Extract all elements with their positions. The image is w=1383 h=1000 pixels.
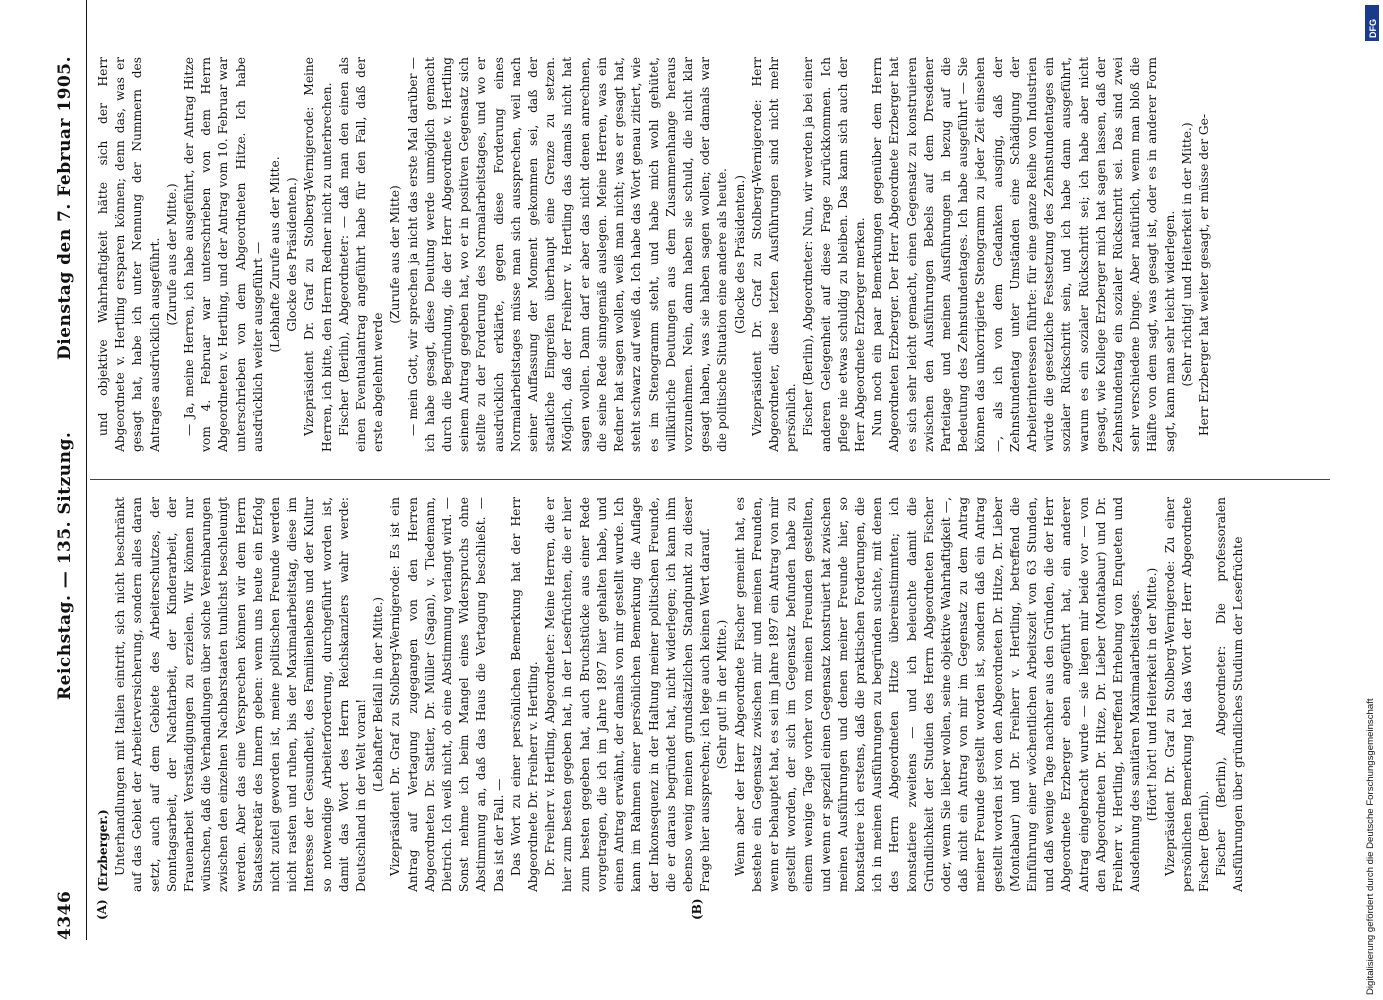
paragraph: und objektive Wahrhaftigkeit hätte sich der Herr Abgeordnete v. Hertling ersparen können; denn das, was er gesagt hat, habe ich unter Nennung der Nummern des Antrages ausdrücklich ausgeführt. <box>96 57 162 452</box>
paragraph: Vizepräsident Dr. Graf zu Stolberg-Wernigerode: Zu einer persönlichen Bemerkung hat das Wort der Herr Abgeordnete Fischer (Berlin). <box>1162 497 1211 892</box>
stage-direction: (Glocke des Präsidenten.) <box>732 174 747 335</box>
dfg-logo-text: DFG <box>1368 19 1378 38</box>
right-text-column <box>95 57 1320 452</box>
margin-mark-a: (A) <box>95 899 109 920</box>
speaker-continuation: (Erzberger.) <box>96 809 110 892</box>
session-date: Dienstag den 7. Februar 1905. <box>55 55 75 360</box>
margin-mark-b: (B) <box>690 898 704 920</box>
stage-direction: (Hört! hört! und Heiterkeit in der Mitte.) <box>1145 567 1160 822</box>
paragraph: — Ja, meine Herren, ich habe ausgeführt, der Antrag Hitze vom 4. Februar war unterschrieben von dem Herrn Abgeordneten v. Hertling, und der Antrag vom 10. Februar war unterschrieben von dem Abgeordneten Hitze. Ich habe ausdrücklich weiter ausgeführt — <box>182 57 265 452</box>
header-rule <box>86 0 87 940</box>
digitization-note: Digitalisierung gefördert durch die Deutsche Forschungsgemeinschaft <box>1365 698 1376 995</box>
column-divider <box>90 479 1330 480</box>
paragraph: Vizepräsident Dr. Graf zu Stolberg-Wernigerode: Meine Herren, ich bitte, den Herrn Redner nicht zu unterbrechen. <box>302 57 334 452</box>
paragraph: Dr. Freiherr v. Hertling, Abgeordneter: Meine Herren, die er hier zum besten gegeben hat, in der Lesefrüchten, die er hier zum besten gegeben hat, auch Bruchstücke aus einer Rede vorgetragen, die ich im Jahre 1897 hier gehalten habe, und einen Antrag erwähnt, der damals von mir gestellt wurde. Ich kann im Rahmen einer persönlichen Bemerkung die Auflage der Inkonsequenz in der Haltung meiner politischen Freunde, die er daraus begründet hat, nicht widerlegen; ich kann ihm ebenso wenig meinen grundsätzlichen Standpunkt zu dieser Frage hier aussprechen; ich lege auch keinen Wert darauf. <box>543 497 713 892</box>
stage-direction: (Lebhafte Zurufe aus der Mitte. <box>268 156 283 353</box>
page-number: 4346 <box>55 890 75 940</box>
paragraph: Unterhandlungen mit Italien eintritt, sich nicht beschränkt auf das Gebiet der Arbeiterversicherung, sondern alles daran setzt, auch auf dem Gebiete des Arbeiterschutzes, der Sonntagsarbeit, der Nachtarbeit, der Kinderarbeit, der Frauenarbeit Verständigungen zu erzielen. Wir können nur wünschen, daß die Verhandlungen über solche Vereinbarungen zwischen den einzelnen Nachbarstaaten tunlichst beschleunigt werden. Aber das eine Versprechen können wir dem Herrn Staatssekretär des Innern geben: wenn uns heute ein Erfolg nicht zuteil geworden ist, meine politischen Freunde werden nicht rasten und ruhen, bis der Maximalarbeitstag, diese im Interesse der Gesundheit, des Familienlebens und der Kultur so notwendige Arbeiterforderung, durchgeführt worden ist, damit das Wort des Herrn Reichskanzlers wahr werde: Deutschland in der Welt voran! <box>113 497 369 892</box>
paragraph: Vizepräsident Dr. Graf zu Stolberg-Wernigerode: Es ist ein Antrag auf Vertagung zugegangen von den Herren Abgeordneten Dr. Sattler, Dr. Müller (Sagan), v. Tiedemann, Dietrich. Ich weiß nicht, ob eine Abstimmung verlangt wird. — Sonst nehme ich beim Mangel eines Widerspruchs ohne Abstimmung an, daß das Haus die Vertagung beschließt. — Das ist der Fall. — <box>388 497 506 892</box>
stage-direction: Glocke des Präsidenten.) <box>285 177 300 332</box>
stage-direction: (Sehr richtig! und Heiterkeit in der Mitte.) <box>1179 122 1194 387</box>
paragraph: Herr Erzberger hat weiter gesagt, er müsse der Ge- <box>1197 114 1211 436</box>
stage-direction: (Zurufe aus der Mitte.) <box>164 183 179 326</box>
paragraph: Fischer (Berlin), Abgeordneter: Nun, wir werden ja bei einer anderen Gelegenheit auf diese Frage zurückkommen. Ich pflege nie etwas schuldig zu bleiben. Das kann sich auch der Herr Abgeordnete Erzberger merken. <box>801 57 867 452</box>
paragraph: Fischer (Berlin), Abgeordneter: Die professoralen Ausführungen über gründliches Studium der Lesefrüchte <box>1214 497 1246 892</box>
running-title: Reichstag. — 135. Sitzung. <box>55 431 75 700</box>
paragraph: Wenn aber der Herr Abgeordnete Fischer gemeint hat, es bestehe ein Gegensatz zwischen mir und meinen Freunden, wenn er behauptet hat, es sei im Jahre 1897 ein Antrag von mir gestellt worden, der sich im Gegensatz befunden habe zu einem wenige Tage vorher von meinen Freunden gestellten, und wenn er speziell einen Gegensatz konstruiert hat zwischen meinen Ausführungen und denen meiner Freunde hier, so konstatiere ich erstens, daß die praktischen Forderungen, die ich in meinen Ausführungen zu begründen suchte, mit denen des Herrn Abgeordneten Hitze übereinstimmten; ich konstatiere zweitens — und ich beleuchte damit die Gründlichkeit der Studien des Herrn Abgeordneten Fischer oder, wenn Sie lieber wollen, seine objektive Wahrhaftigkeit —, daß nicht ein Antrag von mir im Gegensatz zu dem Antrag meiner Freunde gestellt worden ist, sondern daß ein Antrag gestellt worden ist von den Abgeordneten Dr. Hitze, Dr. Lieber (Montabaur) und Dr. Freiherr v. Hertling, betreffend die Einführung einer wöchentlichen Arbeitszeit von 63 Stunden, und daß wenige Tage nachher aus den Gründen, die der Herr Abgeordnete Erzberger eben angeführt hat, ein anderer Antrag eingebracht wurde — sie liegen mir beide vor — von den Abgeordneten Dr. Hitze, Dr. Lieber (Montabaur) und Dr. Freiherr v. Hertling, betreffend Erhebung von Enqueten und Ausdehnung des sanitären Maximalarbeitstages. <box>732 497 1143 892</box>
stage-direction: (Sehr gut! in der Mitte.) <box>715 619 730 770</box>
stage-direction: (Zurufe aus der Mitte) <box>388 185 403 324</box>
left-text-column <box>95 497 1320 892</box>
paragraph: Nun noch ein paar Bemerkungen gegenüber dem Herrn Abgeordneten Erzberger. Der Herr Abgeordnete Erzberger hat es sich sehr leicht gemacht, einen Gegensatz zu konstruieren zwischen den Ausführungen Bebels auf dem Dresdener Parteitage und meinen Ausführungen in bezug auf die Bedeutung des Zehnstundentages. Ich habe ausgeführt — Sie können das unkorrigierte Stenogramm zu jeder Zeit einsehen —, als ich von dem Gedanken ausging, daß der Zehnstundentag unter Umständen eine Schädigung der Arbeiterinteressen führte: für eine ganze Reihe von Industrien würde die gesetzliche Festsetzung des Zehnstundentages ein sozialer Rückschritt sein, und ich habe dann ausgeführt, warum es ein sozialer Rückschritt sei; ich habe aber nicht gesagt, wie Kollege Erzberger mich hat sagen lassen, daß der Zehnstundentag ein sozialer Rückschritt sei. Das sind zwei sehr verschiedene Dinge. Aber natürlich, wenn man bloß die Hälfte von dem sagt, was gesagt ist, oder es in anderer Form sagt, kann man sehr leicht widerlegen. <box>870 57 1177 452</box>
stage-direction: (Lebhafter Beifall in der Mitte.) <box>371 596 386 793</box>
paragraph: Fischer (Berlin), Abgeordneter: — daß man den einen als einen Eventualantrag angeführt habe für den Fall, daß der erste abgelehnt werde <box>336 57 386 452</box>
paragraph: Vizepräsident Dr. Graf zu Stolberg-Wernigerode: Herr Abgeordneter, diese letzten Ausführungen sind nicht mehr persönlich. <box>749 57 799 452</box>
paragraph: — mein Gott, wir sprechen ja nicht das erste Mal darüber — ich habe gesagt, diese Deutung werde unmöglich gemacht durch die Begründung, die der Herr Abgeordnete v. Hertling seinem Antrag gegeben hat, wo er in positiven Gegensatz sich stellte zu der Forderung des Normalarbeitstages, und wo er ausdrücklich erklärte, gegen diese Forderung eines Normalarbeitstages müsse man sich aussprechen, weil nach seiner Auffassung der Moment gekommen sei, daß der staatliche Eingreifen überhaupt eine Grenze zu setzen. Möglich, daß der Freiherr v. Hertling das damals nicht hat sagen wollen. Dann darf er aber das nicht denen anrechnen, die seine Rede sinngemäß auslegen. Meine Herren, was ein Redner hat sagen wollen, weiß man nicht; was er gesagt hat, steht schwarz auf weiß da. Ich habe das Wort genau zitiert, wie es im Stenogramm steht, und habe mich wohl gehütet, willkürliche Deutungen aus dem Zusammenhange heraus vorzunehmen. Nein, dann haben sie schuld, die nicht klar gesagt haben, was sie haben sagen wollen; oder damals war die politische Situation eine andere als heute. <box>405 57 730 452</box>
paragraph: Das Wort zu einer persönlichen Bemerkung hat der Herr Abgeordnete Dr. Freiherr v. Hertling. <box>508 497 541 892</box>
